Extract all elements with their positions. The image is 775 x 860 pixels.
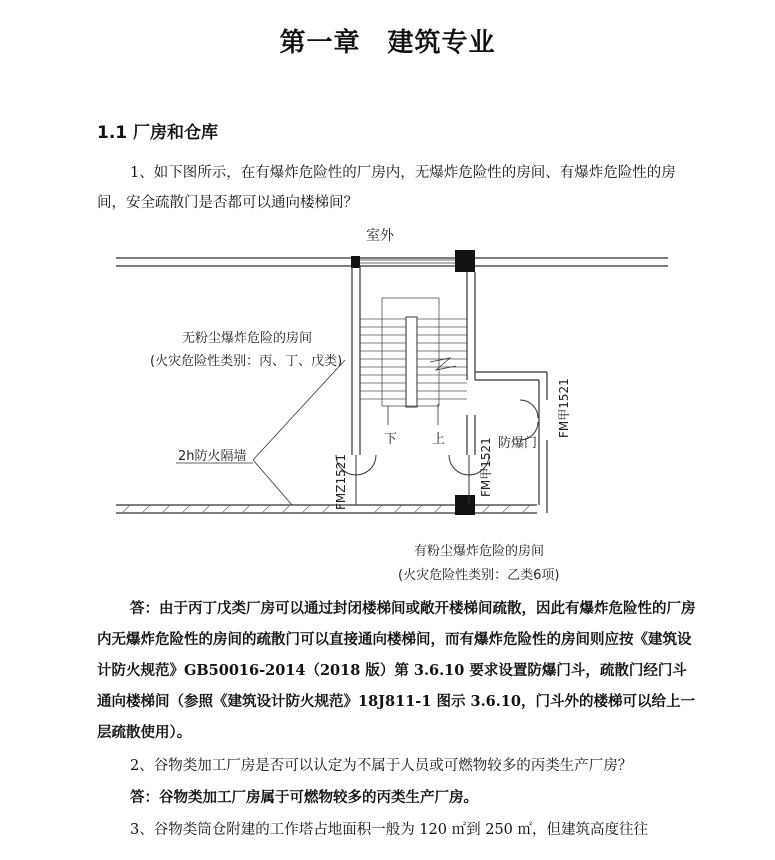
section-title: 1.1 厂房和仓库 (97, 123, 219, 143)
stair-up-label: 上 (432, 432, 446, 447)
answer-2: 答：谷物类加工厂房属于可燃物较多的丙类生产厂房。 (130, 789, 478, 806)
chapter-title: 第一章 建筑专业 (279, 28, 496, 58)
question-3: 3、谷物类筒仓附建的工作塔占地面积一般为 120 ㎡到 250 ㎡，但建筑高度往往 (130, 822, 649, 838)
door-fmjia-left-label: FM甲1521 (479, 437, 493, 497)
question-2: 2、谷物类加工厂房是否可以认定为不属于人员或可燃物较多的丙类生产厂房？ (130, 758, 633, 774)
room-no-explosion-label: 无粉尘爆炸危险的房间 (182, 331, 313, 346)
question-1: 1、如下图所示，在有爆炸危险性的厂房内，无爆炸危险性的房间、有爆炸危险性的房间，安全疏散门是否都可以通向楼梯间？ (97, 165, 676, 211)
room-explosion-class: (火灾危险性类别：乙类6项) (398, 568, 560, 583)
door-fmjia-right-label: FM甲1521 (557, 378, 571, 438)
room-explosion-label: 有粉尘爆炸危险的房间 (414, 544, 545, 559)
answer-1: 答：由于丙丁戊类厂房可以通过封闭楼梯间或敞开楼梯间疏散，因此有爆炸危险性的厂房内无爆炸危险性的房间的疏散门可以直接通向楼梯间，而有爆炸危险性的房间则应按《建筑设计防火规范》GB50016-2014（2018 版）第 3.6.10 要求设置防爆门斗，疏散门经门斗通向楼梯间（参照《建筑设计防火规范》18J811-1 图示 3.6.10，门斗外的楼梯可以给上一层疏散使用）。 (97, 600, 696, 741)
blast-door-label: 防爆门 (498, 436, 538, 451)
door-fmz-label: FMZ1521 (334, 453, 348, 510)
room-no-explosion-class: (火灾危险性类别：丙、丁、戊类) (150, 354, 343, 369)
outdoor-label: 室外 (366, 228, 394, 244)
stair-down-label: 下 (384, 432, 398, 447)
fire-wall-label: 2h防火隔墙 (178, 449, 247, 464)
